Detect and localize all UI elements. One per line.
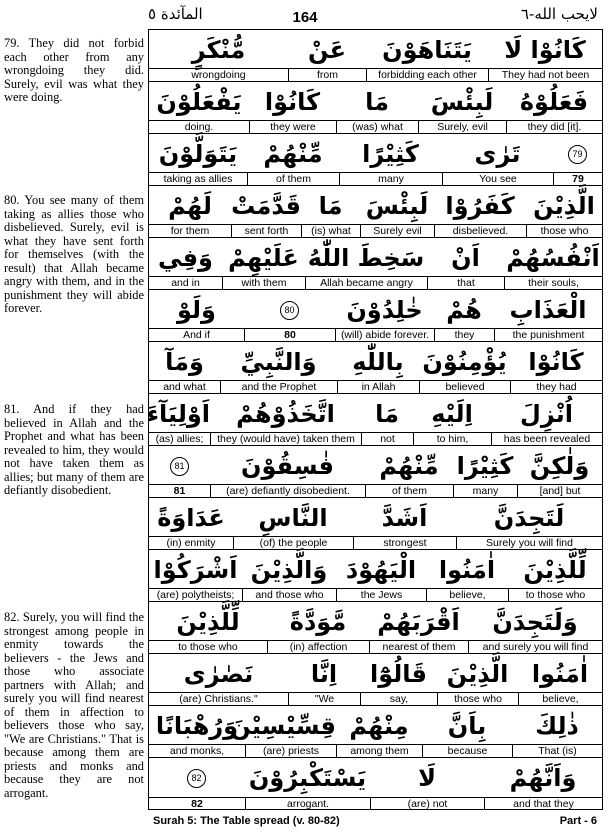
- english-gloss: among them: [336, 744, 422, 757]
- word-cell: [504, 238, 602, 289]
- english-gloss: That (is): [512, 744, 602, 757]
- word-cell: [366, 30, 488, 81]
- word-cell: [301, 186, 360, 237]
- word-cell: [418, 82, 506, 133]
- word-cell: [512, 706, 602, 757]
- word-cell: [149, 342, 220, 393]
- english-gloss: And if: [149, 328, 244, 341]
- arabic-word: لَبِئْسَ: [430, 88, 494, 116]
- english-gloss: to those who: [508, 588, 602, 601]
- english-gloss: for them: [149, 224, 231, 237]
- word-cell: [231, 186, 301, 237]
- verse-row: [149, 706, 602, 758]
- verse-row: [149, 238, 602, 290]
- word-cell: [494, 290, 602, 341]
- arabic-word: وَالنَّبِيِّ: [240, 348, 317, 376]
- english-gloss: and what: [149, 380, 220, 393]
- arabic-word: كَانُوْا: [528, 348, 584, 376]
- word-cell: [422, 706, 512, 757]
- english-gloss: They had not been: [488, 68, 602, 81]
- english-gloss: of them: [365, 484, 453, 497]
- english-gloss: believe,: [426, 588, 508, 601]
- english-gloss: to him,: [413, 432, 491, 445]
- arabic-word: النَّاسِ: [258, 504, 328, 532]
- english-gloss: (in) affection: [267, 640, 369, 653]
- arabic-word: وَمَآ: [165, 348, 204, 376]
- english-gloss: and the Prophet: [220, 380, 337, 393]
- word-cell: [305, 238, 427, 289]
- verse-number-marker: 82: [187, 769, 206, 788]
- surah-title: المآئدة ٥: [148, 5, 203, 23]
- arabic-word: اَوْلِيَآءَ: [146, 400, 210, 428]
- verse-row: [146, 394, 602, 446]
- word-cell: [369, 602, 468, 653]
- word-cell: [488, 30, 602, 81]
- arabic-word: قِسِّيْسِيْنَ: [230, 712, 336, 740]
- english-gloss: they had: [510, 380, 602, 393]
- english-gloss: (are) polytheists;: [149, 588, 242, 601]
- arabic-word: كَثِيْرًا: [362, 140, 419, 168]
- arabic-word: مَّوَدَّةً: [289, 608, 347, 636]
- arabic-word: سَخِطَ اللّٰهُ: [307, 244, 425, 272]
- arabic-word: اتَّخَذُوْهُمْ: [236, 400, 335, 428]
- verse-row: [149, 342, 602, 394]
- arabic-word: الْيَهُوْدَ: [345, 556, 417, 584]
- arabic-word: لَا: [418, 764, 436, 792]
- english-gloss: 82: [149, 797, 245, 810]
- word-cell: [426, 550, 508, 601]
- arabic-word: مَا: [318, 192, 343, 220]
- arabic-word: لَهُمْ: [168, 192, 212, 220]
- page-number: 164: [292, 9, 318, 26]
- arabic-word: مِّنْهُمْ: [379, 452, 439, 480]
- word-cell: [510, 342, 602, 393]
- commentary-80: 80. You see many of them taking as allies those who disbelieved. Surely, evil is what they have sent forth for themselves (with the result) that Allah became angry with them, and in the punishment they will abide forever.: [4, 193, 144, 315]
- english-gloss: (of) the people: [233, 536, 353, 549]
- arabic-word: يَفْعَلُوْنَ: [156, 88, 242, 116]
- english-gloss: disbelieved.: [434, 224, 526, 237]
- word-cell: [360, 186, 434, 237]
- arabic-word: وَالَّذِيْنَ: [250, 556, 328, 584]
- english-gloss: because: [422, 744, 512, 757]
- english-gloss: 79: [553, 172, 602, 185]
- word-cell: [210, 446, 365, 497]
- english-gloss: the Jews: [336, 588, 426, 601]
- word-cell: [146, 394, 210, 445]
- commentary-79: 79. They did not forbid each other from any wrongdoing they did. Surely, evil was what they were doing.: [4, 36, 144, 104]
- word-cell: [149, 82, 249, 133]
- word-cell: [360, 654, 437, 705]
- arabic-word: ذٰلِكَ: [535, 712, 579, 740]
- arabic-word: كَانُوْا لَا: [504, 36, 586, 64]
- word-cell: [149, 706, 245, 757]
- english-gloss: sent forth: [231, 224, 301, 237]
- arabic-word: اَقْرَبَهُمْ: [377, 608, 460, 636]
- english-gloss: (are) not: [370, 797, 484, 810]
- english-gloss: the punishment: [494, 328, 602, 341]
- arabic-word: قَدَّمَتْ: [231, 192, 301, 220]
- arabic-word: اَشْرَكُوْا: [153, 556, 238, 584]
- english-gloss: they did [it].: [506, 120, 602, 133]
- arabic-word: الْعَذَابِ: [509, 296, 587, 324]
- arabic-word: مُّنْكَرٍ: [191, 36, 246, 64]
- english-gloss: [and] but: [517, 484, 602, 497]
- word-cell: [288, 30, 366, 81]
- arabic-word: فَعَلُوْهُ: [519, 88, 589, 116]
- english-gloss: arrogant.: [245, 797, 370, 810]
- english-gloss: (is) what: [301, 224, 360, 237]
- english-gloss: those who: [437, 692, 518, 705]
- arabic-word: لَبِئْسَ: [365, 192, 429, 220]
- english-gloss: believed: [419, 380, 510, 393]
- english-gloss: 80: [244, 328, 335, 341]
- english-gloss: You see: [442, 172, 553, 185]
- english-gloss: say,: [360, 692, 437, 705]
- word-cell: [468, 602, 602, 653]
- word-cell: [370, 758, 484, 810]
- word-cell: [484, 758, 602, 810]
- english-gloss: (will) abide forever.: [335, 328, 434, 341]
- english-gloss: (are) priests: [245, 744, 336, 757]
- verse-row: [149, 290, 602, 342]
- english-gloss: forbidding each other: [366, 68, 488, 81]
- arabic-word: اٰمَنُوا: [531, 660, 589, 688]
- arabic-word: وَفِي: [158, 244, 213, 272]
- arabic-word: يُؤْمِنُوْنَ: [422, 348, 507, 376]
- word-cell: [553, 134, 602, 185]
- english-gloss: Surely you will find: [456, 536, 602, 549]
- arabic-word: وَلٰكِنَّ: [529, 452, 590, 480]
- verse-row: [149, 30, 602, 82]
- page-header: [0, 0, 610, 30]
- word-cell: [245, 758, 370, 810]
- verse-row: [149, 446, 602, 498]
- arabic-word: اَنْ: [451, 244, 480, 272]
- word-cell: [220, 342, 337, 393]
- english-gloss: and in: [149, 276, 222, 289]
- arabic-word: تَرٰى: [474, 140, 521, 168]
- word-cell: [149, 290, 244, 341]
- arabic-word: الَّذِيْنَ: [446, 660, 509, 688]
- english-gloss: and surely you will find: [468, 640, 602, 653]
- word-cell: [518, 654, 602, 705]
- arabic-word: يَسْتَكْبِرُوْنَ: [248, 764, 367, 792]
- verse-row: [149, 602, 602, 654]
- english-gloss: strongest: [353, 536, 456, 549]
- english-gloss: they were: [249, 120, 336, 133]
- verse-number-marker: 81: [170, 457, 189, 476]
- word-cell: [427, 238, 504, 289]
- word-cell: [361, 394, 413, 445]
- english-gloss: nearest of them: [369, 640, 468, 653]
- arabic-word: بِاَنَّ: [447, 712, 487, 740]
- word-cell: [437, 654, 518, 705]
- english-gloss: those who: [526, 224, 602, 237]
- english-gloss: taking as allies: [149, 172, 247, 185]
- english-gloss: from: [288, 68, 366, 81]
- word-cell: [353, 498, 456, 549]
- arabic-word: لَتَجِدَنَّ: [493, 504, 565, 532]
- arabic-word: كَفَرُوْا: [445, 192, 515, 220]
- word-cell: [149, 654, 288, 705]
- word-cell: [230, 706, 336, 757]
- word-cell: [419, 342, 510, 393]
- arabic-word: مِنْهُمْ: [349, 712, 409, 740]
- arabic-word: يَتَنَاهَوْنَ: [382, 36, 472, 64]
- arabic-word: اِلَيْهِ: [431, 400, 473, 428]
- verse-number-marker: 79: [568, 145, 587, 164]
- footer-title: Surah 5: The Table spread (v. 80-82): [153, 815, 340, 827]
- english-gloss: in Allah: [337, 380, 419, 393]
- word-cell: [526, 186, 602, 237]
- word-cell: [336, 550, 426, 601]
- word-cell: [337, 342, 419, 393]
- arabic-word: نَصٰرٰى: [183, 660, 254, 688]
- english-gloss: many: [339, 172, 442, 185]
- word-cell: [434, 290, 494, 341]
- english-gloss: not: [361, 432, 413, 445]
- word-cell: [149, 446, 210, 497]
- english-gloss: Surely evil: [360, 224, 434, 237]
- word-cell: [336, 82, 418, 133]
- verse-row: [149, 134, 602, 186]
- verse-row: [149, 654, 602, 706]
- english-gloss: many: [453, 484, 517, 497]
- word-cell: [149, 30, 288, 81]
- word-cell: [434, 186, 526, 237]
- arabic-word: كَثِيْرًا: [456, 452, 514, 480]
- english-gloss: Allah became angry: [305, 276, 427, 289]
- english-gloss: (in) enmity: [149, 536, 233, 549]
- word-cell: [149, 186, 231, 237]
- arabic-word: الَّذِيْنَ: [533, 192, 595, 220]
- english-gloss: of them: [247, 172, 339, 185]
- juz-title: لايحب الله-٦: [520, 5, 598, 23]
- english-gloss: and those who: [242, 588, 336, 601]
- english-gloss: wrongdoing: [149, 68, 288, 81]
- arabic-word: وَاَنَّهُمْ: [509, 764, 577, 792]
- arabic-word: هُمْ: [446, 296, 482, 324]
- arabic-word: بِاللّٰهِ: [352, 348, 404, 376]
- word-cell: [149, 758, 245, 810]
- word-cell: [210, 394, 361, 445]
- word-cell: [365, 446, 453, 497]
- english-gloss: they (would have) taken them: [210, 432, 361, 445]
- word-cell: [335, 290, 434, 341]
- english-gloss: (as) allies;: [149, 432, 210, 445]
- word-cell: [149, 602, 267, 653]
- english-gloss: (are) defiantly disobedient.: [210, 484, 365, 497]
- english-gloss: they: [434, 328, 494, 341]
- word-cell: [456, 498, 602, 549]
- verse-row: [149, 758, 602, 810]
- arabic-word: اٰمَنُوا: [438, 556, 496, 584]
- word-cell: [442, 134, 553, 185]
- english-gloss: believe,: [518, 692, 602, 705]
- word-cell: [288, 654, 360, 705]
- english-gloss: (are) Christians.": [149, 692, 288, 705]
- commentary-82: 82. Surely, you will find the strongest among people in enmity towards the believers - the Jews and those who associate partners with Allah; and surely you will find nearest of them in affection to believers those who say, "We are Christians." That is because among them are priests and monks and because they are not arrogant.: [4, 610, 144, 800]
- word-cell: [453, 446, 517, 497]
- english-gloss: Surely, evil: [418, 120, 506, 133]
- arabic-word: لِّلَّذِيْنَ: [176, 608, 240, 636]
- footer-part: Part - 6: [559, 815, 597, 827]
- arabic-word: وَلَوْ: [177, 296, 216, 324]
- commentary-81: 81. And if they had believed in Allah and the Prophet and what has been revealed to him, they would not have taken them as allies; but many of them are defiantly disobedient.: [4, 402, 144, 497]
- english-gloss: that: [427, 276, 504, 289]
- verse-row: [149, 186, 602, 238]
- word-cell: [242, 550, 336, 601]
- arabic-word: قَالُوْٓا: [369, 660, 427, 688]
- english-gloss: with them: [222, 276, 305, 289]
- english-gloss: has been revealed: [491, 432, 602, 445]
- english-gloss: their souls,: [504, 276, 602, 289]
- word-cell: [244, 290, 335, 341]
- english-gloss: 81: [149, 484, 210, 497]
- arabic-word: مَا: [365, 88, 389, 116]
- arabic-word: خٰلِدُوْنَ: [346, 296, 423, 324]
- word-cell: [149, 498, 233, 549]
- word-cell: [508, 550, 602, 601]
- arabic-word: اَنْفُسُهُمْ: [506, 244, 600, 272]
- english-gloss: "We: [288, 692, 360, 705]
- word-cell: [506, 82, 602, 133]
- word-cell: [517, 446, 602, 497]
- arabic-word: مَا: [375, 400, 399, 428]
- word-by-word-grid: [148, 29, 603, 810]
- arabic-word: وَرُهْبَانًا: [155, 712, 239, 740]
- arabic-word: عَنْ: [308, 36, 346, 64]
- word-cell: [336, 706, 422, 757]
- arabic-word: عَدَاوَةً: [157, 504, 225, 532]
- word-cell: [491, 394, 602, 445]
- arabic-word: كَانُوْا: [264, 88, 321, 116]
- word-cell: [149, 134, 247, 185]
- arabic-word: يَتَوَلَّوْنَ: [158, 140, 238, 168]
- english-gloss: and monks,: [149, 744, 245, 757]
- arabic-word: اِنَّا: [310, 660, 338, 688]
- word-cell: [233, 498, 353, 549]
- verse-number-marker: 80: [280, 301, 299, 320]
- verse-row: [149, 82, 602, 134]
- word-cell: [222, 238, 305, 289]
- arabic-word: مِّنْهُمْ: [263, 140, 323, 168]
- arabic-word: اَشَدَّ: [381, 504, 428, 532]
- word-cell: [339, 134, 442, 185]
- arabic-word: وَلَتَجِدَنَّ: [492, 608, 578, 636]
- english-gloss: and that they: [484, 797, 602, 810]
- arabic-word: لِّلَّذِيْنَ: [523, 556, 587, 584]
- word-cell: [149, 238, 222, 289]
- verse-row: [149, 498, 602, 550]
- verse-row: [149, 550, 602, 602]
- word-cell: [249, 82, 336, 133]
- word-cell: [413, 394, 491, 445]
- arabic-word: عَلَيْهِمْ: [228, 244, 299, 272]
- english-gloss: doing.: [149, 120, 249, 133]
- arabic-word: اُنْزِلَ: [520, 400, 573, 428]
- word-cell: [149, 550, 242, 601]
- word-cell: [247, 134, 339, 185]
- page-footer: [148, 812, 603, 830]
- word-cell: [267, 602, 369, 653]
- arabic-word: فٰسِقُوْنَ: [241, 452, 334, 480]
- english-gloss: to those who: [149, 640, 267, 653]
- english-gloss: (was) what: [336, 120, 418, 133]
